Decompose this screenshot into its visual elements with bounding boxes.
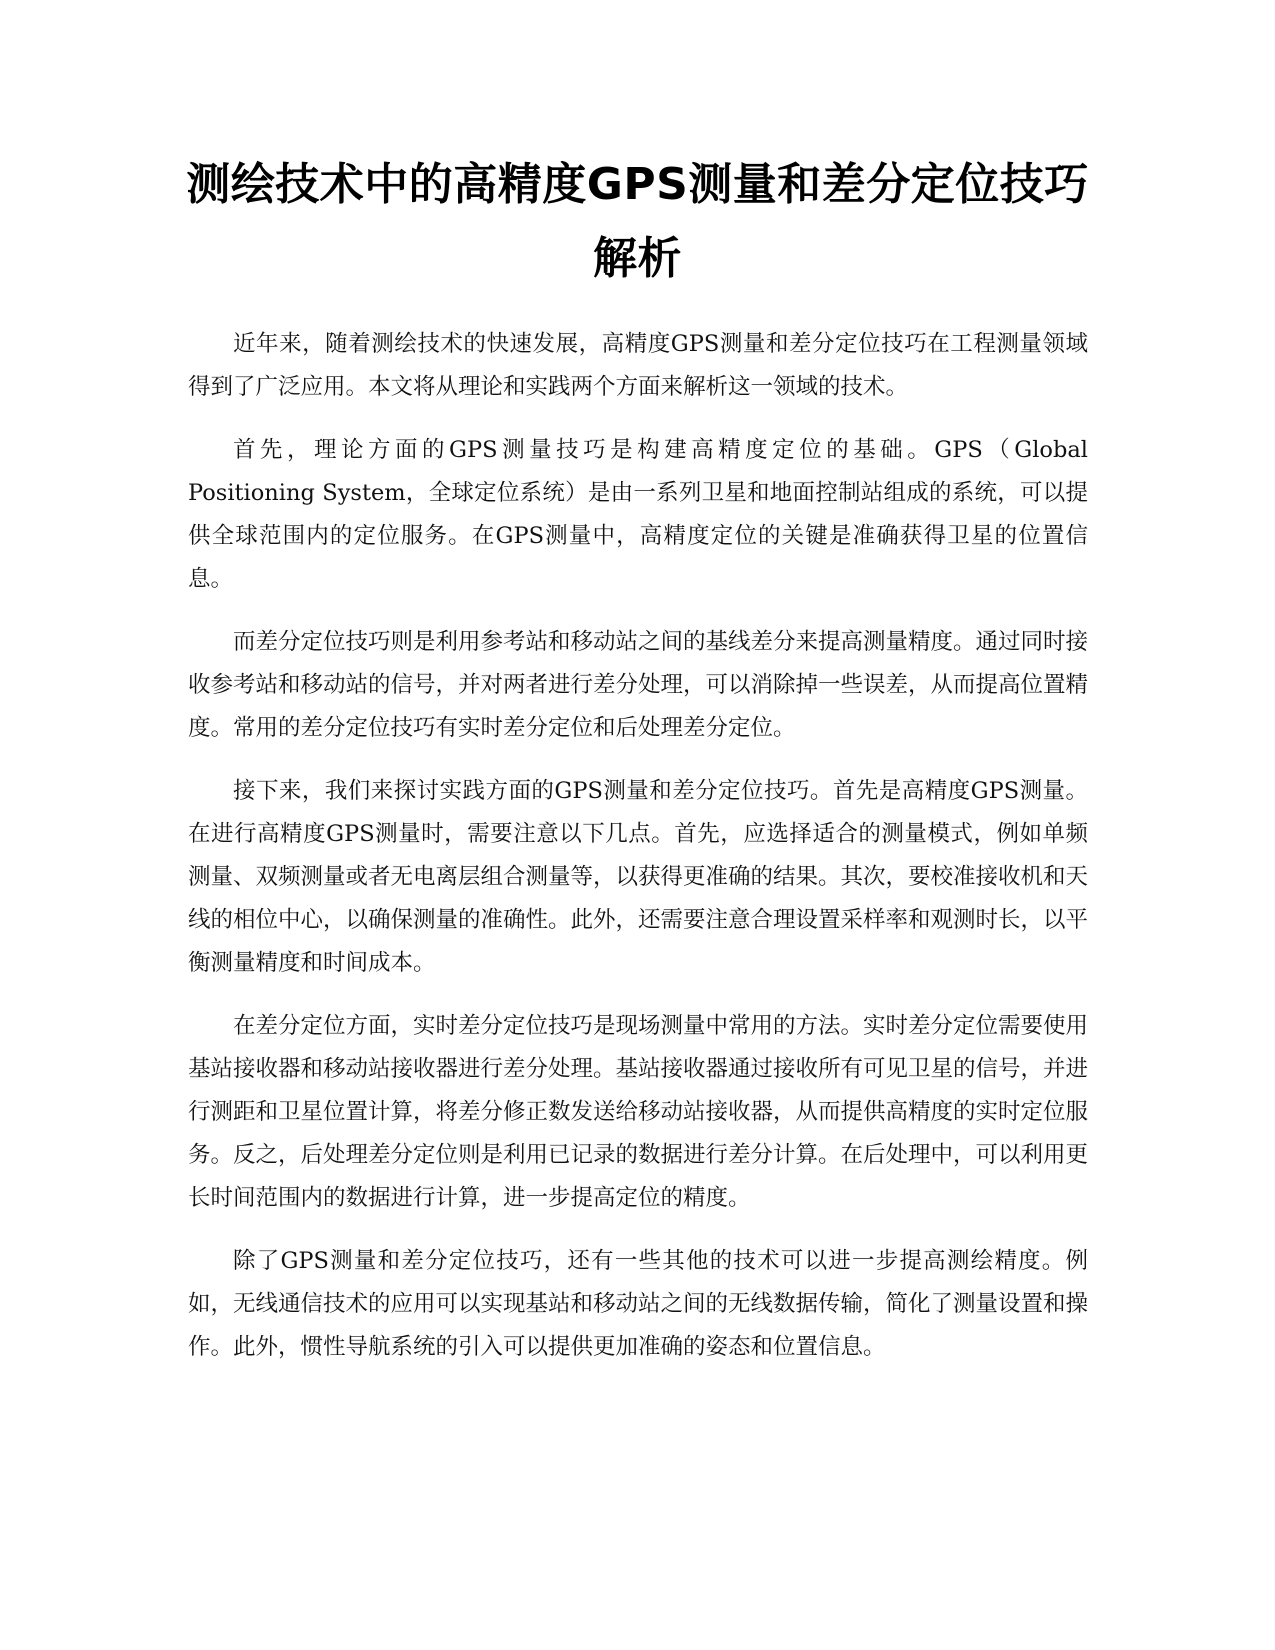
paragraph-rtk: 在差分定位方面，实时差分定位技巧是现场测量中常用的方法。实时差分定位需要使用基站接收器和移动站接收器进行差分处理。基站接收器通过接收所有可见卫星的信号，并进行测距和卫星位置计算，将差分修正数发送给移动站接收器，从而提供高精度的实时定位服务。反之，后处理差分定位则是利用已记录的数据进行差分计算。在后处理中，可以利用更长时间范围内的数据进行计算，进一步提高定位的精度。 — [188, 1013, 1089, 1211]
document-body — [188, 323, 1088, 1389]
paragraph-theory-gps: 首先，理论方面的GPS测量技巧是构建高精度定位的基础。GPS（Global Positioning System，全球定位系统）是由一系列卫星和地面控制站组成的系统，可以提供全球范围内的定位服务。在GPS测量中，高精度定位的关键是准确获得卫星的位置信息。 — [188, 437, 1088, 592]
paragraph-differential: 而差分定位技巧则是利用参考站和移动站之间的基线差分来提高测量精度。通过同时接收参考站和移动站的信号，并对两者进行差分处理，可以消除掉一些误差，从而提高位置精度。常用的差分定位技巧有实时差分定位和后处理差分定位。 — [188, 629, 1089, 741]
document-title: 测绘技术中的高精度GPS测量和差分定位技巧解析 — [186, 159, 1089, 284]
paragraph-intro: 近年来，随着测绘技术的快速发展，高精度GPS测量和差分定位技巧在工程测量领域得到了广泛应用。本文将从理论和实践两个方面来解析这一领域的技术。 — [188, 331, 1088, 400]
paragraph-other-tech: 除了GPS测量和差分定位技巧，还有一些其他的技术可以进一步提高测绘精度。例如，无线通信技术的应用可以实现基站和移动站之间的无线数据传输，简化了测量设置和操作。此外，惯性导航系统的引入可以提供更加准确的姿态和位置信息。 — [188, 1248, 1089, 1360]
paragraph-practice-gps: 接下来，我们来探讨实践方面的GPS测量和差分定位技巧。首先是高精度GPS测量。在进行高精度GPS测量时，需要注意以下几点。首先，应选择适合的测量模式，例如单频测量、双频测量或者无电离层组合测量等，以获得更准确的结果。其次，要校准接收机和天线的相位中心，以确保测量的准确性。此外，还需要注意合理设置采样率和观测时长，以平衡测量精度和时间成本。 — [188, 778, 1089, 976]
